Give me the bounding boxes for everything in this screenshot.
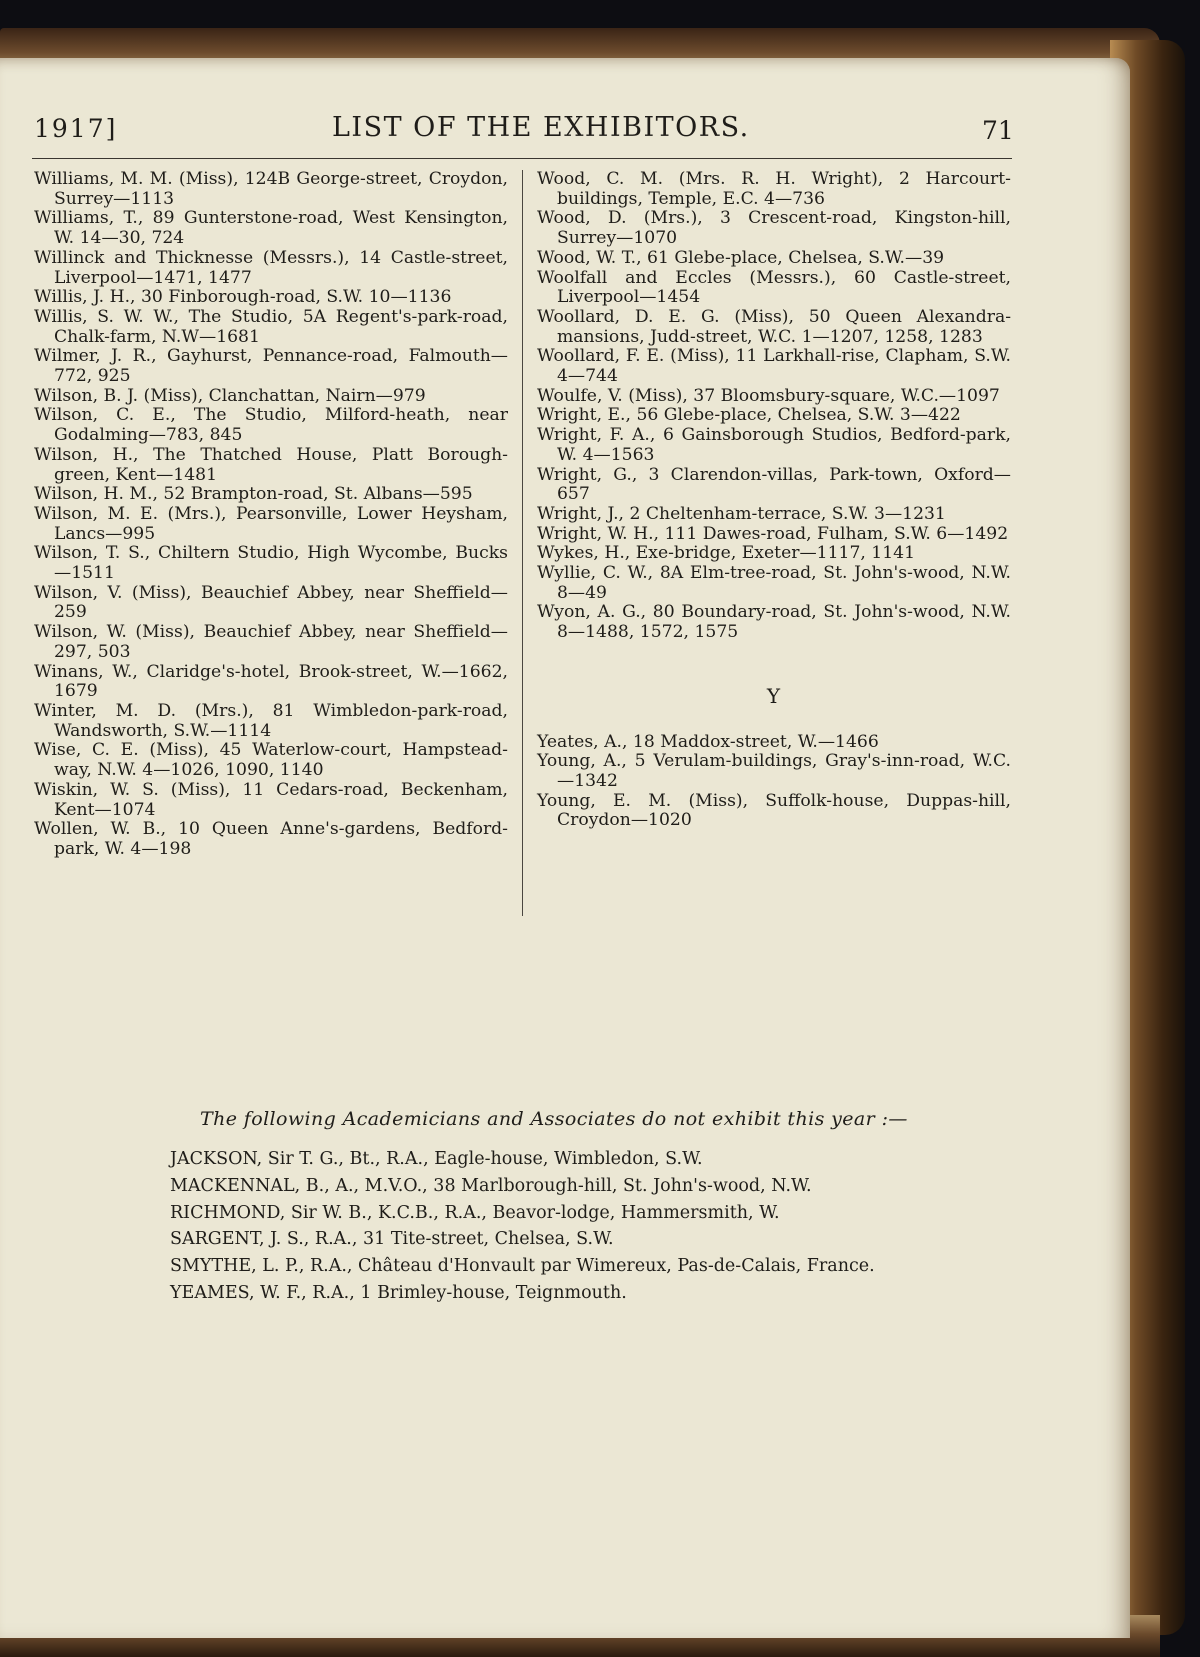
- left-column: [34, 170, 508, 860]
- non-exhibitors-notice: [170, 1108, 1030, 1307]
- list-item: Wright, W. H., 111 Dawes-road, Fulham, S.W. 6—1492: [537, 523, 1009, 544]
- list-item: Wilson, T. S., Chiltern Studio, High Wycombe, Bucks —1511: [34, 543, 508, 584]
- list-item: Wykes, H., Exe-bridge, Exeter—1117, 1141: [537, 543, 916, 564]
- notice-line: YEAMES, W. F., R.A., 1 Brimley-house, Teignmouth.: [170, 1282, 627, 1303]
- list-item: Wood, C. M. (Mrs. R. H. Wright), 2 Harcourt-buildings, Temple, E.C. 4—736: [537, 169, 1011, 209]
- list-item: Wilson, H. M., 52 Brampton-road, St. Albans—595: [34, 484, 473, 505]
- list-item: Wright, G., 3 Clarendon-villas, Park-town, Oxford—657: [537, 464, 1011, 505]
- list-item: Wilson, B. J. (Miss), Clanchattan, Nairn—979: [34, 385, 426, 406]
- page-title: LIST OF THE EXHIBITORS.: [332, 112, 750, 143]
- list-item: Wollen, W. B., 10 Queen Anne's-gardens, Bedford-park, W. 4—198: [34, 819, 508, 859]
- list-item: Woulfe, V. (Miss), 37 Bloomsbury-square, W.C.—1097: [537, 385, 1000, 406]
- list-item: Wilson, H., The Thatched House, Platt Borough-green, Kent—1481: [34, 444, 508, 485]
- notice-line: JACKSON, Sir T. G., Bt., R.A., Eagle-house, Wimbledon, S.W.: [170, 1149, 703, 1169]
- notice-line: MACKENNAL, B., A., M.V.O., 38 Marlborough-hill, St. John's-wood, N.W.: [170, 1175, 812, 1196]
- list-item: Wilson, W. (Miss), Beauchief Abbey, near Sheffield—297, 503: [34, 622, 508, 662]
- running-head: [32, 108, 1012, 159]
- list-item: Winans, W., Claridge's-hotel, Brook-street, W.—1662, 1679: [34, 661, 508, 702]
- column-divider: [522, 170, 523, 916]
- list-item: Young, A., 5 Verulam-buildings, Gray's-inn-road, W.C.—1342: [537, 751, 1011, 791]
- list-item: Woolfall and Eccles (Messrs.), 60 Castle-street, Liverpool—1454: [537, 267, 1011, 308]
- list-item: Willis, J. H., 30 Finborough-road, S.W. 10—1136: [34, 287, 452, 308]
- list-item: Wilson, V. (Miss), Beauchief Abbey, near Sheffield—259: [34, 582, 508, 623]
- list-item: Wyllie, C. W., 8A Elm-tree-road, St. John's-wood, N.W. 8—49: [537, 563, 1011, 603]
- list-item: Winter, M. D. (Mrs.), 81 Wimbledon-park-road, Wandsworth, S.W.—1114: [34, 700, 508, 741]
- page-number: 71: [982, 116, 1014, 145]
- list-item: Yeates, A., 18 Maddox-street, W.—1466: [537, 731, 879, 752]
- list-item: Woollard, F. E. (Miss), 11 Larkhall-rise, Clapham, S.W. 4—744: [537, 346, 1011, 387]
- list-item: Woollard, D. E. G. (Miss), 50 Queen Alexandra-mansions, Judd-street, W.C. 1—1207, 1258, 1283: [537, 306, 1011, 347]
- list-item: Wood, D. (Mrs.), 3 Crescent-road, Kingston-hill, Surrey—1070: [537, 208, 1011, 249]
- list-item: Wright, F. A., 6 Gainsborough Studios, Bedford-park, W. 4—1563: [537, 425, 1011, 465]
- notice-line: SARGENT, J. S., R.A., 31 Tite-street, Chelsea, S.W.: [170, 1229, 614, 1250]
- header-year: 1917]: [34, 114, 118, 143]
- list-item: Williams, M. M. (Miss), 124B George-street, Croydon, Surrey—1113: [34, 169, 508, 209]
- list-item: Young, E. M. (Miss), Suffolk-house, Duppas-hill, Croydon—1020: [537, 790, 1011, 831]
- list-item: Willis, S. W. W., The Studio, 5A Regent's-park-road, Chalk-farm, N.W—1681: [34, 306, 508, 347]
- list-item: Wood, W. T., 61 Glebe-place, Chelsea, S.W.—39: [537, 247, 945, 268]
- list-item: Wise, C. E. (Miss), 45 Waterlow-court, Hampstead-way, N.W. 4—1026, 1090, 1140: [34, 740, 508, 781]
- notice-line: RICHMOND, Sir W. B., K.C.B., R.A., Beavor-lodge, Hammersmith, W.: [170, 1202, 780, 1223]
- book-page: [0, 58, 1130, 1638]
- section-letter-y: Y: [766, 683, 782, 708]
- list-item: Wilson, C. E., The Studio, Milford-heath, near Godalming—783, 845: [34, 405, 508, 446]
- right-column: [537, 170, 1011, 831]
- list-item: Wilmer, J. R., Gayhurst, Pennance-road, Falmouth—772, 925: [34, 346, 508, 387]
- notice-line: SMYTHE, L. P., R.A., Château d'Honvault par Wimereux, Pas-de-Calais, France.: [170, 1256, 875, 1277]
- list-item: Williams, T., 89 Gunterstone-road, West Kensington, W. 14—30, 724: [34, 208, 508, 249]
- list-item: Wright, E., 56 Glebe-place, Chelsea, S.W. 3—422: [537, 405, 961, 426]
- list-item: Wyon, A. G., 80 Boundary-road, St. John's-wood, N.W. 8—1488, 1572, 1575: [537, 602, 1011, 643]
- list-item: Wilson, M. E. (Mrs.), Pearsonville, Lower Heysham, Lancs—995: [34, 503, 508, 544]
- list-item: Wright, J., 2 Cheltenham-terrace, S.W. 3—1231: [537, 503, 946, 524]
- list-item: Wiskin, W. S. (Miss), 11 Cedars-road, Beckenham, Kent—1074: [34, 779, 508, 820]
- list-item: Willinck and Thicknesse (Messrs.), 14 Castle-street, Liverpool—1471, 1477: [34, 247, 508, 288]
- notice-title: The following Academicians and Associates do not exhibit this year :—: [200, 1108, 908, 1130]
